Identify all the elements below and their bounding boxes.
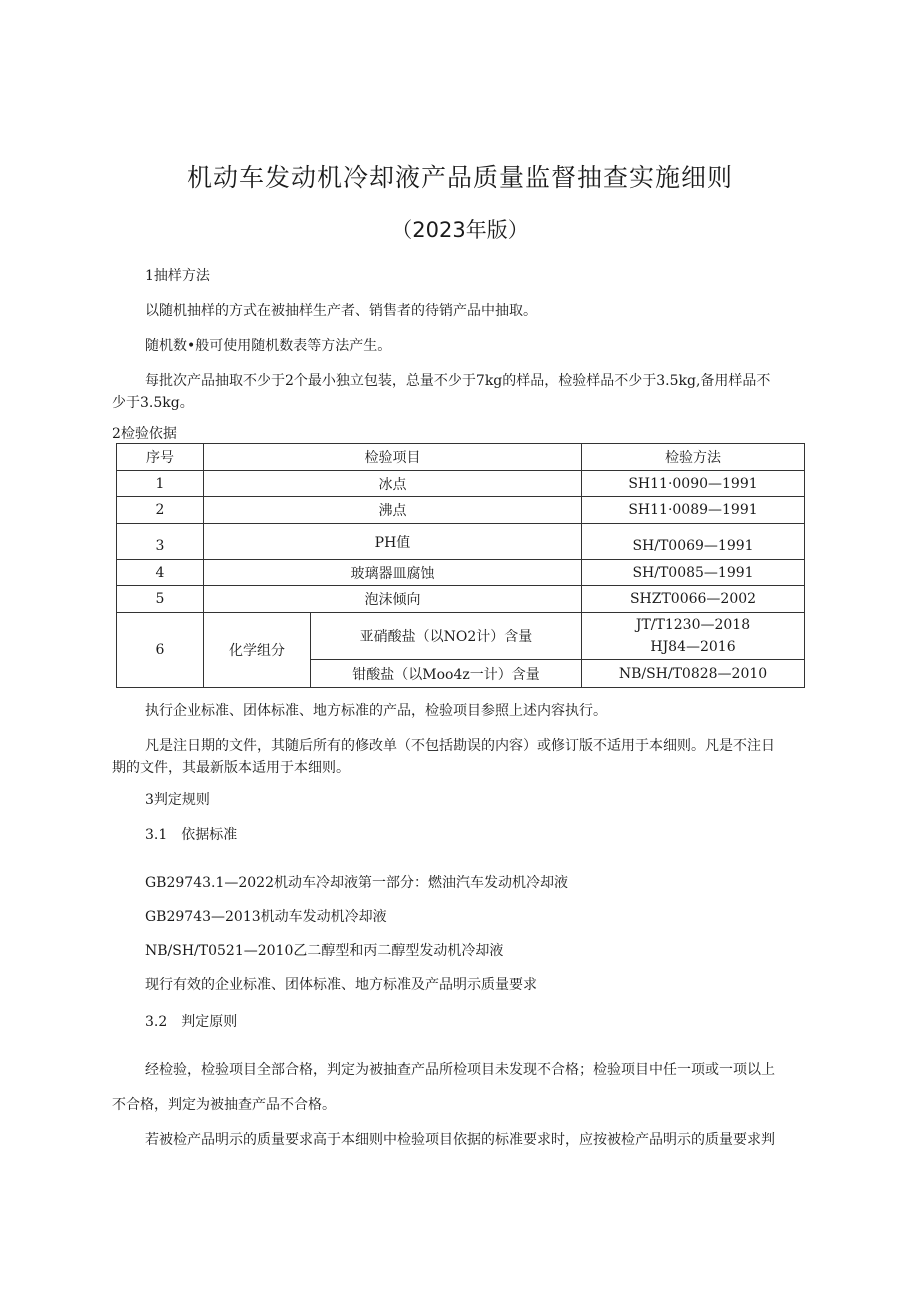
group-sub-method: NB/SH/T0828—2010: [582, 660, 805, 688]
principle-line-2: 不合格，判定为被抽查产品不合格。: [112, 1097, 336, 1113]
table-header-row: [117, 444, 805, 471]
row-no: 1: [117, 471, 204, 497]
header-item: 检验项目: [204, 444, 582, 471]
table-row-group: [117, 613, 805, 660]
table-row: [117, 497, 805, 524]
group-sub-method: HJ84—2016: [650, 639, 736, 655]
section-1-paragraph-2: 随机数•般可使用随机数表等方法产生。: [145, 338, 392, 354]
paragraph-3-line-2: 少于3.5kg。: [112, 395, 194, 411]
table-row: [117, 560, 805, 586]
group-sub-method: JT/T1230—2018: [635, 617, 751, 633]
note-2-line-2: 期的文件，其最新版本适用于本细则。: [112, 760, 350, 776]
section-1-heading: 1抽样方法: [145, 268, 210, 284]
section-3-2-heading: 3.2 判定原则: [145, 1014, 238, 1030]
group-category: 化学组分: [204, 613, 311, 688]
section-1-paragraph-3: [112, 370, 812, 414]
group-sub-item: 钳酸盐（以Moo4z一计）含量: [311, 660, 582, 688]
section-2-note-1: 执行企业标准、团体标准、地方标准的产品，检验项目参照上述内容执行。: [145, 703, 607, 719]
row-no: 2: [117, 497, 204, 524]
inspection-table: [116, 443, 805, 688]
row-method: SH11·0090—1991: [582, 471, 805, 497]
table-row: [117, 586, 805, 613]
section-3-1-heading: 3.1 依据标准: [145, 827, 238, 843]
row-method: SHZT0066—2002: [582, 586, 805, 613]
header-method: 检验方法: [582, 444, 805, 471]
row-method: SH/T0069—1991: [582, 524, 805, 560]
standard-item: GB29743.1—2022机动车冷却液第一部分：燃油汽车发动机冷却液: [145, 875, 568, 891]
section-1-paragraph-1: 以随机抽样的方式在被抽样生产者、销售者的待销产品中抽取。: [145, 303, 537, 319]
table-row: [117, 471, 805, 497]
row-item: 泡沫倾向: [204, 586, 582, 613]
row-item: PH值: [204, 524, 582, 560]
section-2-note-2: [112, 735, 812, 779]
row-no: 3: [117, 524, 204, 560]
group-sub-item: 亚硝酸盐（以NO2计）含量: [311, 613, 582, 660]
paragraph-3-line-1: 每批次产品抽取不少于2个最小独立包装，总量不少于7kg的样品，检验样品不少于3.5kg,备用样品不: [145, 373, 771, 389]
note-2-line-1: 凡是注日期的文件，其随后所有的修改单（不包括勘误的内容）或修订版不适用于本细则。凡是不注日: [145, 738, 775, 754]
group-sub-methods: [582, 613, 805, 660]
group-no: 6: [117, 613, 204, 688]
row-item: 沸点: [204, 497, 582, 524]
section-3-heading: 3判定规则: [145, 792, 210, 808]
standard-item: NB/SH/T0521—2010乙二醇型和丙二醇型发动机冷却液: [145, 943, 504, 959]
document-title: 机动车发动机冷却液产品质量监督抽查实施细则: [186, 163, 733, 192]
document-edition: （2023年版）: [391, 218, 529, 242]
table-row: [117, 524, 805, 560]
standard-item: 现行有效的企业标准、团体标准、地方标准及产品明示质量要求: [145, 977, 537, 993]
row-no: 5: [117, 586, 204, 613]
principle-last-line: 若被检产品明示的质量要求高于本细则中检验项目依据的标准要求时，应按被检产品明示的质量要求判: [145, 1132, 775, 1148]
standard-item: GB29743—2013机动车发动机冷却液: [145, 909, 387, 925]
row-method: SH/T0085—1991: [582, 560, 805, 586]
header-no: 序号: [117, 444, 204, 471]
row-no: 4: [117, 560, 204, 586]
section-2-heading: 2检验依据: [112, 426, 177, 442]
principle-line-1: 经检验，检验项目全部合格，判定为被抽查产品所检项目未发现不合格；检验项目中任一项或一项以上: [145, 1062, 775, 1078]
row-item: 玻璃器皿腐蚀: [204, 560, 582, 586]
row-item: 冰点: [204, 471, 582, 497]
row-method: SH11·0089—1991: [582, 497, 805, 524]
